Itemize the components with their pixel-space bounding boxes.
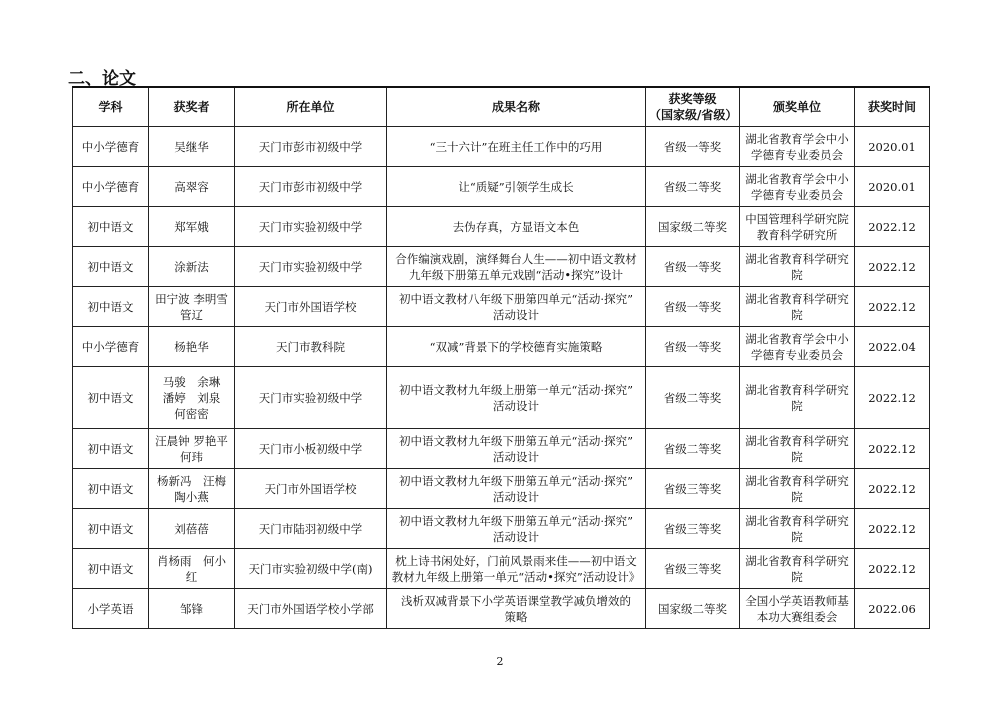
cell-subject: 初中语文 [73,429,149,469]
page-number: 2 [496,655,504,668]
cell-winner: 刘蓓蓓 [149,509,235,549]
header-row [73,87,930,127]
cell-issuer: 湖北省教育科学研究院 [740,469,855,509]
cell-unit: 天门市实验初级中学(南) [235,549,387,589]
cell-unit: 天门市实验初级中学 [235,247,387,287]
header-winner: 获奖者 [149,87,235,127]
cell-title: “双减”背景下的学校德育实施策略 [387,327,646,367]
cell-level: 国家级二等奖 [646,207,740,247]
table-row [73,509,930,549]
cell-subject: 初中语文 [73,287,149,327]
cell-winner: 汪晨钟 罗艳平 何玮 [149,429,235,469]
cell-title: 合作编演戏剧，演绎舞台人生——初中语文教材 九年级下册第五单元戏剧“活动•探究”设计 [387,247,646,287]
cell-title: 让“质疑”引领学生成长 [387,167,646,207]
cell-level: 省级三等奖 [646,549,740,589]
cell-title: 初中语文教材八年级下册第四单元“活动·探究” 活动设计 [387,287,646,327]
cell-time: 2022.06 [855,589,930,629]
cell-time: 2022.12 [855,429,930,469]
cell-title: 初中语文教材九年级下册第五单元“活动·探究” 活动设计 [387,509,646,549]
cell-subject: 初中语文 [73,549,149,589]
cell-unit: 天门市外国语学校小学部 [235,589,387,629]
table-row [73,589,930,629]
cell-winner: 杨艳华 [149,327,235,367]
cell-level: 省级三等奖 [646,469,740,509]
cell-winner: 涂新法 [149,247,235,287]
table-row [73,429,930,469]
table-row [73,469,930,509]
cell-issuer: 湖北省教育学会中小 学德育专业委员会 [740,127,855,167]
header-issuer: 颁奖单位 [740,87,855,127]
cell-issuer: 湖北省教育科学研究院 [740,247,855,287]
cell-winner: 杨新冯 汪梅 陶小燕 [149,469,235,509]
cell-subject: 初中语文 [73,469,149,509]
cell-unit: 天门市实验初级中学 [235,207,387,247]
cell-title: 初中语文教材九年级下册第五单元“活动·探究” 活动设计 [387,469,646,509]
cell-title: “三十六计”在班主任工作中的巧用 [387,127,646,167]
cell-subject: 小学英语 [73,589,149,629]
cell-issuer: 湖北省教育学会中小 学德育专业委员会 [740,327,855,367]
cell-title: 初中语文教材九年级下册第五单元“活动·探究” 活动设计 [387,429,646,469]
table-row [73,247,930,287]
cell-level: 省级一等奖 [646,247,740,287]
cell-time: 2022.12 [855,549,930,589]
cell-title: 去伪存真，方显语文本色 [387,207,646,247]
cell-title: 浅析双减背景下小学英语课堂教学减负增效的 策略 [387,589,646,629]
cell-time: 2022.12 [855,469,930,509]
table-row [73,127,930,167]
cell-time: 2022.12 [855,287,930,327]
cell-issuer: 湖北省教育科学研究院 [740,549,855,589]
cell-level: 省级一等奖 [646,127,740,167]
header-unit: 所在单位 [235,87,387,127]
cell-unit: 天门市教科院 [235,327,387,367]
cell-subject: 初中语文 [73,247,149,287]
table-row [73,549,930,589]
cell-issuer: 湖北省教育科学研究院 [740,429,855,469]
cell-unit: 天门市彭市初级中学 [235,127,387,167]
cell-winner: 吴继华 [149,127,235,167]
cell-subject: 中小学德育 [73,127,149,167]
header-time: 获奖时间 [855,87,930,127]
cell-unit: 天门市实验初级中学 [235,367,387,429]
header-level: 获奖等级 （国家级/省级） [646,87,740,127]
cell-unit: 天门市彭市初级中学 [235,167,387,207]
cell-issuer: 中国管理科学研究院 教育科学研究所 [740,207,855,247]
header-title: 成果名称 [387,87,646,127]
cell-subject: 初中语文 [73,367,149,429]
table-row [73,207,930,247]
cell-subject: 初中语文 [73,509,149,549]
cell-subject: 中小学德育 [73,327,149,367]
table-row [73,167,930,207]
cell-level: 省级三等奖 [646,509,740,549]
cell-unit: 天门市外国语学校 [235,287,387,327]
cell-subject: 初中语文 [73,207,149,247]
cell-issuer: 湖北省教育科学研究院 [740,367,855,429]
cell-level: 省级一等奖 [646,327,740,367]
section-title: 二、论文 [68,69,136,89]
cell-winner: 田宁波 李明雪 管辽 [149,287,235,327]
cell-winner: 高翠容 [149,167,235,207]
cell-time: 2022.12 [855,367,930,429]
table-row [73,327,930,367]
cell-issuer: 湖北省教育科学研究院 [740,509,855,549]
cell-unit: 天门市小板初级中学 [235,429,387,469]
awards-table [72,86,930,629]
header-subject: 学科 [73,87,149,127]
cell-winner: 邹锋 [149,589,235,629]
cell-level: 省级二等奖 [646,367,740,429]
cell-level: 省级一等奖 [646,287,740,327]
cell-level: 省级二等奖 [646,429,740,469]
cell-winner: 马骏 余琳 潘婷 刘泉 何密密 [149,367,235,429]
cell-title: 枕上诗书闲处好，门前风景雨来佳——初中语文 教材九年级上册第一单元“活动•探究”活动设计》 [387,549,646,589]
cell-title: 初中语文教材九年级上册第一单元“活动·探究” 活动设计 [387,367,646,429]
cell-time: 2022.04 [855,327,930,367]
cell-issuer: 湖北省教育学会中小 学德育专业委员会 [740,167,855,207]
cell-winner: 郑军娥 [149,207,235,247]
cell-level: 省级二等奖 [646,167,740,207]
cell-time: 2022.12 [855,247,930,287]
cell-level: 国家级二等奖 [646,589,740,629]
table-row [73,287,930,327]
cell-time: 2022.12 [855,509,930,549]
table-row [73,367,930,429]
cell-issuer: 全国小学英语教师基 本功大赛组委会 [740,589,855,629]
cell-subject: 中小学德育 [73,167,149,207]
cell-issuer: 湖北省教育科学研究院 [740,287,855,327]
cell-unit: 天门市陆羽初级中学 [235,509,387,549]
cell-time: 2022.12 [855,207,930,247]
cell-winner: 肖杨雨 何小红 [149,549,235,589]
cell-time: 2020.01 [855,167,930,207]
cell-unit: 天门市外国语学校 [235,469,387,509]
cell-time: 2020.01 [855,127,930,167]
